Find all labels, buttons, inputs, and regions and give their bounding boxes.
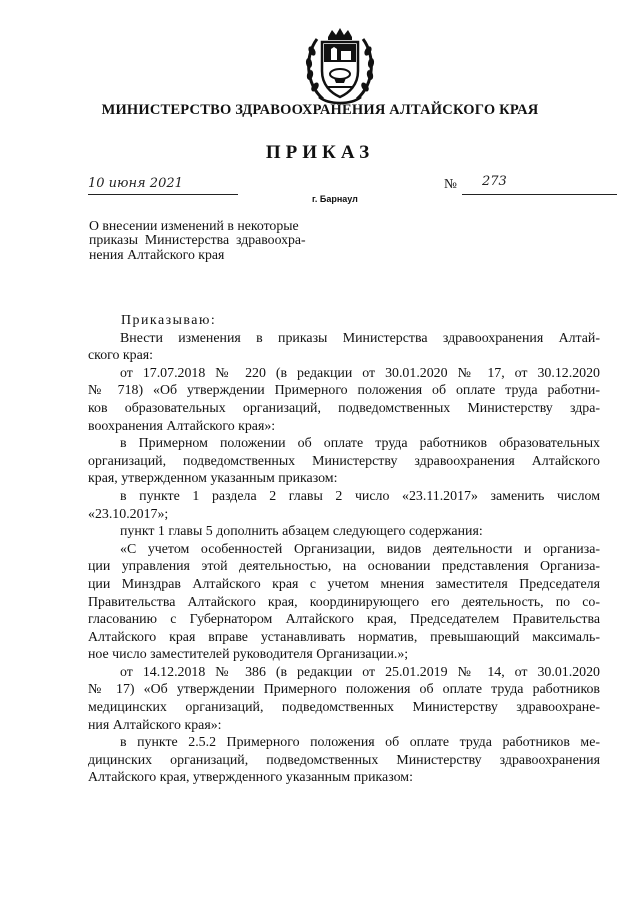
handwritten-order-number: 273 [482,174,507,189]
body-line: от 14.12.2018 № 386 (в редакции от 25.01.2019 № 14, от 30.01.2020 [120,664,600,680]
order-body-text [88,312,600,787]
body-line: края, утвержденном указанным приказом: [88,471,338,487]
order-title: ПРИКАЗ [265,142,375,163]
body-line: ского края: [88,348,154,364]
number-underline [462,194,617,195]
ministry-name: МИНИСТЕРСТВО ЗДРАВООХРАНЕНИЯ АЛТАЙСКОГО КРАЯ [101,102,539,118]
body-line: Алтайского края, утвержденного указанным приказом: [88,770,413,786]
body-line: дицинских организаций, подведомственных Министерству здравоохранения [88,752,600,768]
body-line: от 17.07.2018 № 220 (в редакции от 30.01.2020 № 17, от 30.12.2020 [120,365,600,381]
body-line: ков образовательных организаций, подведомственных Министерству здра- [88,400,600,416]
body-line: в Примерном положении об оплате труда работников образовательных [120,436,600,452]
body-line: пункт 1 главы 5 дополнить абзацем следующего содержания: [120,524,483,540]
body-line: Алтайского края вправе устанавливать норматив, превышающий максималь- [88,629,600,645]
body-line: ции Минздрав Алтайского края с учетом мнения заместителя Председателя [88,576,600,592]
body-line: «С учетом особенностей Организации, видов деятельности и организа- [120,541,600,557]
body-line: № 17) «Об утверждении Примерного положения об оплате труда работников [88,682,600,698]
body-line: № 718) «Об утверждении Примерного положения об оплате труда работни- [88,383,600,399]
coat-of-arms-emblem [301,25,379,107]
subject-line: приказы Министерства здравоохра- [89,232,306,248]
subject-line: О внесении изменений в некоторые [89,218,299,233]
body-line: «23.10.2017»; [88,506,169,522]
body-line: ции управления этой деятельностью, на основании представления Организа- [88,559,600,575]
body-line: Внести изменения в приказы Министерства здравоохранения Алтай- [120,330,600,346]
body-line: ния Алтайского края»: [88,717,222,733]
body-line: воохранения Алтайского края»: [88,418,276,434]
body-line: медицинских организаций, подведомственных Министерству здравоохране- [88,700,600,716]
date-underline [88,194,238,195]
body-line: ное число заместителей руководителя Организации.»; [88,647,409,663]
handwritten-date: 10 июня 2021 [88,176,183,191]
body-line: гласованию с Губернатором Алтайского края, Председателем Правительства [88,612,600,628]
body-line: организаций, подведомственных Министерству здравоохранения Алтайского [88,453,600,469]
city-label: г. Барнаул [312,194,358,204]
order-number-label: № [444,176,457,191]
body-line: Приказываю: [121,313,217,328]
order-subject [89,219,306,262]
subject-line: нения Алтайского края [89,246,225,262]
body-line: Правительства Алтайского края, координирующего его деятельность, по со- [88,594,600,610]
body-line: в пункте 1 раздела 2 главы 2 число «23.11.2017» заменить числом [120,488,600,504]
body-line: в пункте 2.5.2 Примерного положения об оплате труда работников ме- [120,735,600,751]
